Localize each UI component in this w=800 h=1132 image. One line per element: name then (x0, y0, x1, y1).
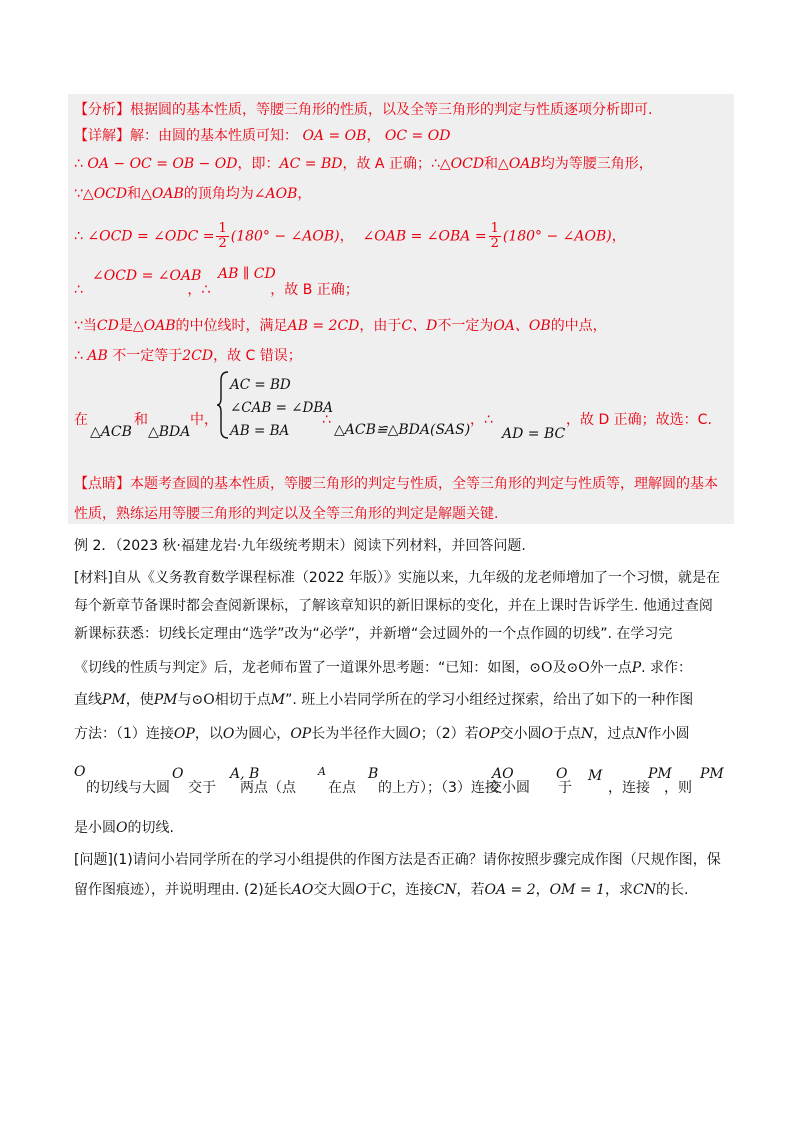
material-line-2 (74, 596, 713, 616)
detail-line-2 (74, 154, 653, 174)
text: 不一定等于 (112, 348, 183, 364)
text: 中， (190, 412, 218, 428)
denominator: 2 (490, 236, 499, 251)
text: 于 (558, 780, 572, 796)
text: 作小圆 (647, 726, 690, 742)
math: AB (87, 348, 108, 364)
text: ，使 (125, 692, 154, 708)
math: PM (648, 766, 672, 782)
text: 是 (118, 318, 133, 334)
denominator: 2 (218, 236, 227, 251)
math: OA − OC = OB − OD (87, 156, 238, 172)
text: 性质，熟练运用等腰三角形的判定以及全等三角形的判定是解题关键. (74, 506, 499, 522)
analysis-line (74, 100, 652, 120)
text: 和 (127, 186, 142, 202)
text: ”. 班上小岩同学所在的学习小组经过探索，给出了如下的一种作图 (285, 692, 694, 708)
therefore-1 (322, 410, 331, 430)
math: OC = OD (384, 128, 451, 144)
math: (180° − ∠AOB) (230, 228, 340, 245)
text: . 求作： (641, 660, 693, 676)
math: 2CD (182, 348, 214, 364)
detail-line-1: 【详解】解：由圆的基本性质可知： OA = OB， OC = OD (74, 128, 451, 144)
text: [材料]自从《义务教育数学课程标准（2022 年版）》实施以来，九年级的龙老师增加了一个习惯，就是在 (74, 570, 721, 586)
therefore-2 (470, 410, 493, 430)
text: 的上方）；（3）连接 (378, 780, 499, 796)
text: 交小圆 (488, 780, 530, 796)
math: CN (633, 882, 656, 898)
material-line-1 (74, 568, 720, 588)
text: 在点 (328, 780, 356, 796)
math: A (318, 765, 326, 778)
text: 均为等腰三角形， (540, 156, 653, 172)
because: ∵ (74, 186, 83, 202)
fraction-half (216, 222, 228, 251)
math: CN (433, 882, 457, 898)
math: OM = 1 (549, 882, 605, 898)
math: C (380, 882, 392, 898)
math: AC = BD (279, 156, 343, 172)
math: ∠CAB = ∠DBA (230, 400, 334, 416)
text: 的顶角均为 (183, 186, 254, 202)
text: 留作图痕迹），并说明理由. (2)延长 (74, 882, 292, 898)
text: ，故 D 正确；故选：C. (566, 412, 712, 428)
math: AB = BA (230, 423, 290, 439)
text: 例 2．（2023 秋·福建龙岩·九年级统考期末）阅读下列材料，并回答问题. (74, 538, 526, 554)
zai-text (74, 410, 88, 430)
text: 和 (484, 156, 499, 172)
math: AO (291, 882, 314, 898)
text: 于 (366, 882, 381, 898)
math: M (270, 692, 286, 708)
math: PM (700, 766, 724, 782)
math: N (581, 726, 594, 742)
detail-line-5: ∴ ，∴ ，故 B 正确； (74, 282, 359, 298)
math: △OCD (439, 156, 485, 172)
p7-t9 (664, 778, 692, 798)
math: △OAB (132, 318, 176, 334)
math: O (541, 726, 554, 742)
text: ，即： (237, 156, 280, 172)
text: 的切线与大圆 (86, 780, 170, 796)
math: CD (96, 318, 119, 334)
math: O (222, 726, 235, 742)
question-line-1 (74, 850, 721, 870)
text: 每个新章节备课时都会查阅新课标，了解该章知识的新旧课标的变化，并在上课时告诉学生. 他通过查阅 (74, 598, 713, 614)
math: O (172, 766, 184, 782)
text: 是小圆 (74, 820, 116, 836)
math: OP (173, 726, 195, 742)
therefore: ∴ (201, 282, 211, 298)
triangle-bda (148, 422, 190, 442)
p7-t5 (378, 778, 499, 798)
detail-line-4: ∴ ∠OCD = ∠ODC = $\frac{1}{2}$ (180° − ∠AOB)， ∠OAB = ∠OBA = $\frac{1}{2}$ (180° − ∠AOB)， (74, 221, 626, 251)
left-brace (216, 370, 230, 440)
text: ，过点 (593, 726, 636, 742)
math: O (355, 882, 367, 898)
p7-o2 (172, 764, 183, 784)
congruence (334, 420, 470, 440)
text: 新课标获悉：切线长定理由“选学”改为“必学”，并新增“会过圆外的一个点作圆的切线”. 在学习完 (74, 626, 673, 642)
text: 及 (552, 660, 567, 676)
text: 为圆心， (234, 726, 291, 742)
text: 交大圆 (313, 882, 356, 898)
math: O (74, 764, 86, 780)
p7-t1 (86, 778, 170, 798)
text: ，故 C 错误； (213, 348, 302, 364)
fraction-half (489, 222, 501, 251)
math: ⊙O (191, 692, 215, 708)
text: 【点睛】本题考查圆的基本性质，等腰三角形的判定与性质，全等三角形的判定与性质等，理解圆的基本 (74, 476, 718, 492)
text: 不一定为 (437, 318, 494, 334)
math: △ACB (90, 424, 132, 440)
text: 和 (134, 412, 148, 428)
math: △OAB (141, 186, 184, 202)
text: ，求 (605, 882, 633, 898)
material-line-8 (74, 818, 174, 838)
system-eq-3 (230, 421, 289, 442)
therefore: ∴ (74, 282, 83, 298)
math: B (368, 766, 379, 782)
p7-pm2 (700, 764, 724, 784)
p7-t3 (240, 778, 296, 798)
math: P (631, 660, 642, 676)
question-line-2 (74, 880, 688, 900)
p7-m (588, 766, 602, 786)
math: C、D (401, 318, 438, 334)
math: AB ∥ CD (218, 266, 276, 282)
text: ，连接 (608, 780, 650, 796)
math: ∠AOB (253, 186, 298, 202)
text: ，由于 (359, 318, 402, 334)
text: 在 (74, 412, 88, 428)
system-eq-1 (230, 375, 291, 396)
text: 两点（点 (240, 780, 296, 796)
text: ∵当 (74, 318, 97, 334)
math: OA = 2 (484, 882, 536, 898)
math: PM (102, 692, 126, 708)
ad-bc (502, 424, 565, 444)
material-line-4 (74, 658, 692, 678)
triangle-acb (90, 422, 132, 442)
comment-line-1 (74, 474, 718, 494)
analysis-text: 【分析】根据圆的基本性质，等腰三角形的性质，以及全等三角形的判定与性质逐项分析即可. (74, 102, 653, 118)
detail-label: 【详解】 (74, 128, 130, 144)
material-line-3 (74, 624, 672, 644)
math: A, B (230, 766, 260, 782)
math: ⊙O (529, 660, 553, 676)
text: 交小圆 (499, 726, 542, 742)
math: AO (492, 766, 514, 782)
text: 《切线的性质与判定》后，龙老师布置了一道课外思考题：“已知：如图， (74, 660, 530, 676)
p7-b (368, 764, 378, 784)
math: ∠OCD = ∠ODC = (87, 228, 215, 245)
math: N (635, 726, 648, 742)
text: 外一点 (589, 660, 632, 676)
p7-t7 (558, 778, 572, 798)
math: M (588, 768, 603, 784)
text: ，故 A 正确；∴ (342, 156, 440, 172)
math: OA、OB (493, 318, 551, 334)
conclusion-d (566, 410, 712, 430)
math: PM (153, 692, 178, 708)
text: ，则 (664, 780, 692, 796)
system-eq-2 (230, 398, 333, 419)
text: 的切线. (127, 820, 174, 836)
math: (180° − ∠AOB) (502, 228, 612, 245)
text: 的中位线时，满足 (175, 318, 288, 334)
text: ，连接 (391, 882, 434, 898)
math: ⊙O (566, 660, 590, 676)
text: 交于 (188, 780, 216, 796)
therefore: ∴ (74, 156, 88, 172)
text: 的中点， (550, 318, 607, 334)
text: 长为半径作大圆 (311, 726, 410, 742)
text: 直线 (74, 692, 102, 708)
zhong-text (190, 410, 218, 430)
math: O (556, 766, 568, 782)
he-text (134, 410, 148, 430)
material-line-6 (74, 724, 690, 744)
therefore: ∴ (322, 412, 331, 428)
math: ∠OCD = ∠OAB (92, 268, 202, 284)
math: OP (478, 726, 500, 742)
text: ， (297, 186, 312, 202)
text: ，故 B 正确； (270, 282, 359, 298)
detail-line-6 (74, 316, 607, 336)
therefore: ∴ (74, 348, 83, 364)
p7-t4 (328, 778, 356, 798)
p7-a (318, 762, 326, 782)
math: AD = BC (502, 426, 566, 442)
material-line-5 (74, 690, 693, 710)
math: AC = BD (230, 377, 291, 393)
math: OA = OB (302, 128, 367, 144)
text: 相切于点 (214, 692, 271, 708)
text: 解：由圆的基本性质可知： (130, 128, 298, 144)
text: ， (535, 882, 550, 898)
math: O (116, 820, 128, 836)
therefore: ∴ (74, 228, 88, 245)
p7-t6 (488, 778, 530, 798)
math: AB = 2CD (287, 318, 360, 334)
math: △OAB (498, 156, 541, 172)
example-header (74, 536, 526, 556)
math: OP (290, 726, 312, 742)
math: ∠OAB = ∠OBA = (362, 228, 487, 245)
math: △BDA (148, 424, 191, 440)
therefore: ，∴ (470, 412, 493, 428)
comment-line-2 (74, 504, 498, 524)
text: ，以 (194, 726, 223, 742)
text: 与 (177, 692, 192, 708)
text: 方法：（1）连接 (74, 726, 174, 742)
text: 的长. (655, 882, 689, 898)
math: △ACB≌△BDA(SAS) (334, 422, 471, 438)
detail-line-3 (74, 184, 311, 204)
text: [问题](1)请问小岩同学所在的学习小组提供的作图方法是否正确？请你按照步骤完成作图（尺规作图，保 (74, 852, 721, 868)
numerator: 1 (218, 221, 227, 236)
p7-t2 (188, 778, 216, 798)
text: ，若 (456, 882, 485, 898)
math: O (409, 726, 421, 742)
p7-t8 (608, 778, 650, 798)
text: ；（2）若 (420, 726, 479, 742)
detail-line-7 (74, 346, 302, 366)
p7-o1 (74, 762, 85, 782)
text: 于点 (553, 726, 582, 742)
numerator: 1 (490, 221, 499, 236)
math: △OCD (82, 186, 128, 202)
